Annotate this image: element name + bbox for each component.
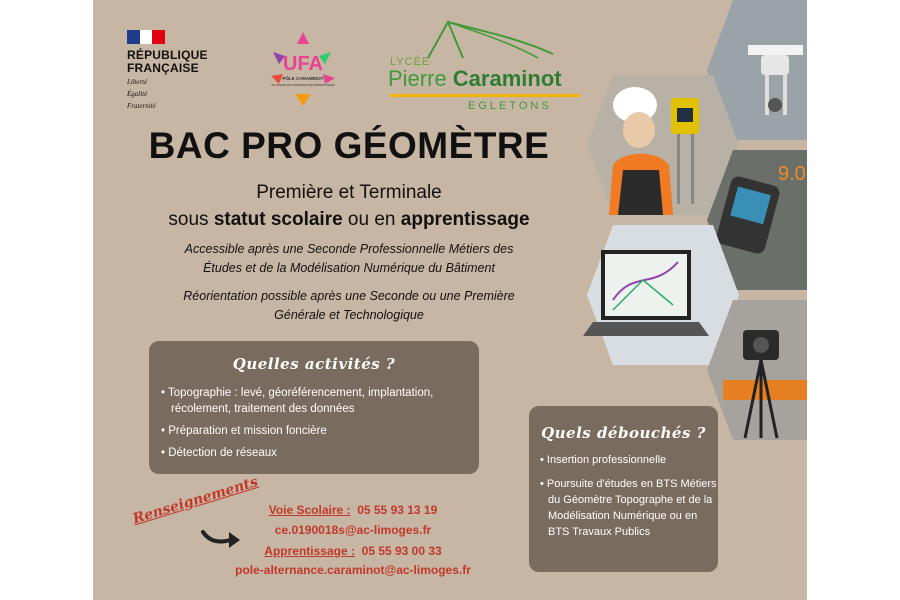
activity-item: • Détection de réseaux: [161, 447, 277, 459]
ufa-line1: PÔLE CARAMINOT: [282, 76, 324, 81]
page-title: BAC PRO GÉOMÈTRE: [148, 125, 550, 166]
activity-item: • Topographie : levé, géoréférencement, implantation, récolement, traitement des données: [161, 387, 434, 415]
activity-item: • Préparation et mission foncière: [161, 425, 327, 437]
scolaire-email-link[interactable]: ce.0190018s@ac-limoges.fr: [274, 523, 432, 537]
lycee-bar: [390, 94, 580, 97]
renseignements-label: Renseignements: [131, 474, 260, 528]
motto-liberte: Liberté: [127, 78, 148, 86]
activities-heading: Quelles activités ?: [232, 355, 396, 373]
ufa-line2: UN CENTRE DE FORMATION PAR APPRENTISSAGE: [271, 84, 335, 87]
photo-collage: [573, 0, 807, 600]
republique-line1: RÉPUBLIQUE: [127, 48, 208, 62]
reorientation-text: Réorientation possible après une Seconde ou une Première Générale et Technologique: [183, 289, 515, 322]
french-flag-icon: [127, 30, 165, 44]
activities-box: [149, 341, 479, 474]
lycee-small-label: LYCÉE: [390, 56, 431, 68]
subtitle-line1: Première et Terminale: [256, 182, 442, 203]
apprentissage-email-link[interactable]: pole-alternance.caraminot@ac-limoges.fr: [235, 563, 471, 577]
ufa-logo: [265, 30, 341, 106]
ufa-letters: UFA: [283, 53, 323, 75]
debouche-item: • Insertion professionnelle: [540, 454, 667, 466]
debouche-item: • Poursuite d'études en BTS Métiers du Géomètre Topographe et de la Modélisation Numérique ou en BTS Travaux Publics: [540, 478, 717, 538]
motto-egalite: Égalité: [127, 90, 148, 98]
apprentissage-line: Apprentissage : 05 55 93 00 33: [264, 544, 442, 558]
republique-line2: FRANÇAISE: [127, 61, 199, 75]
scolaire-line: Voie Scolaire : 05 55 93 13 19: [268, 503, 438, 517]
lycee-name: Pierre Caraminot: [388, 66, 562, 91]
republique-francaise-logo: [127, 30, 208, 111]
subtitle-line2: sous statut scolaire ou en apprentissage: [168, 209, 530, 230]
poster: [93, 0, 807, 600]
access-text: Accessible après une Seconde Professionnelle Métiers des Études et de la Modélisation Numérique du Bâtiment: [184, 242, 514, 275]
lycee-caraminot-logo: [388, 20, 588, 110]
surveyor-photo: [587, 75, 739, 215]
lycee-town: EGLETONS: [468, 100, 552, 112]
laptop-cad-photo: [583, 225, 739, 365]
debouches-heading: Quels débouchés ?: [541, 424, 706, 442]
motto-fraternite: Fraternité: [127, 102, 156, 110]
svg-text:9.0: 9.0: [778, 163, 806, 185]
